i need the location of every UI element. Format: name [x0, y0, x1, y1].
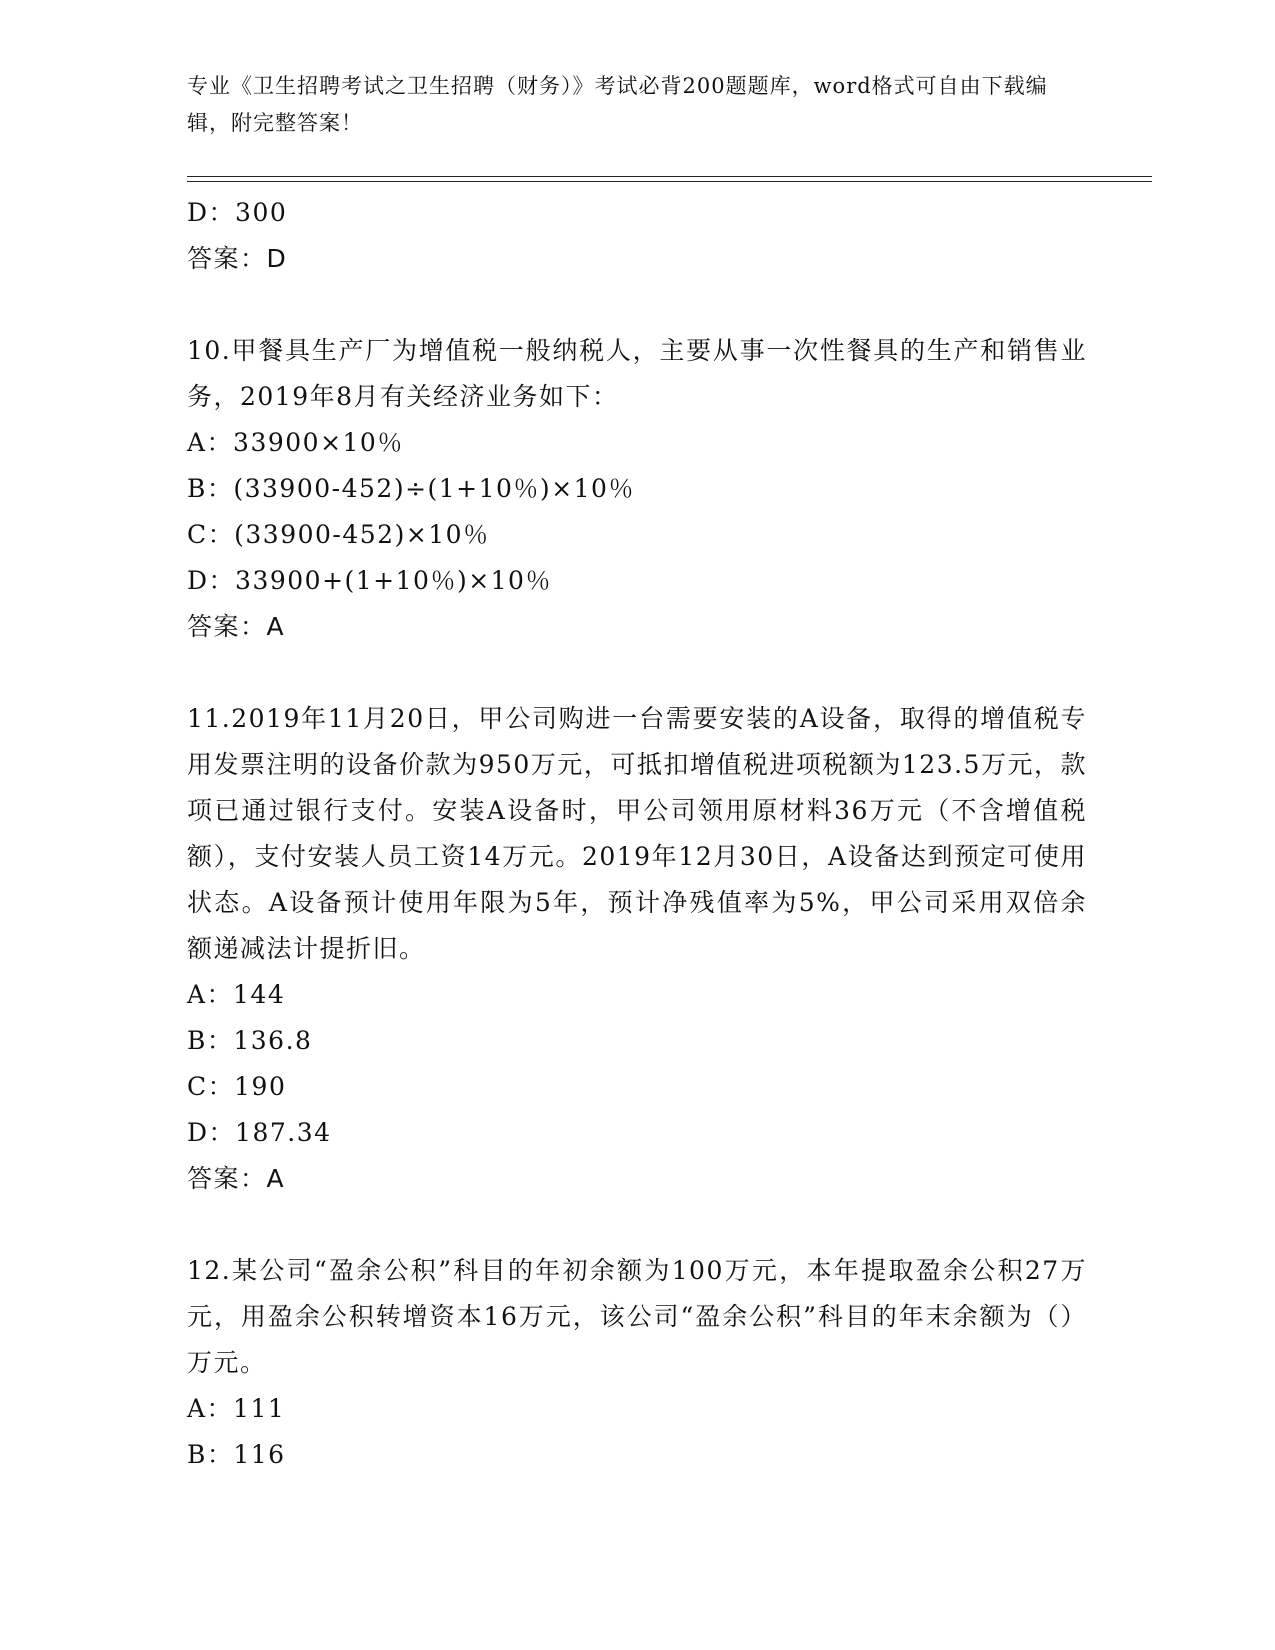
answer-line: 答案：D: [187, 244, 288, 273]
header-divider-bottom: [187, 181, 1152, 182]
header-title: 专业《卫生招聘考试之卫生招聘（财务）》考试必背200题题库，word格式可自由下载编辑，附完整答案！: [187, 74, 1048, 135]
option-d: D：300: [187, 198, 288, 227]
prev-question-tail: [187, 190, 1087, 282]
answer-line: 答案：A: [187, 1164, 286, 1193]
question-stem: 11.2019年11月20日，甲公司购进一台需要安装的A设备，取得的增值税专用发票注明的设备价款为950万元，可抵扣增值税进项税额为123.5万元，款项已通过银行支付。安装A设备时，甲公司领用原材料36万元（不含增值税额），支付安装人员工资14万元。2019年12月30日，A设备达到预定可使用状态。A设备预计使用年限为5年，预计净残值率为5%，甲公司采用双倍余额递减法计提折旧。: [187, 704, 1087, 963]
option-d: D：187.34: [187, 1118, 332, 1147]
question-11: [187, 696, 1087, 1202]
spacer: [187, 282, 1087, 328]
question-stem: 12.某公司“盈余公积”科目的年初余额为100万元，本年提取盈余公积27万元，用盈余公积转增资本16万元，该公司“盈余公积”科目的年末余额为（）万元。: [187, 1256, 1087, 1377]
spacer: [187, 1202, 1087, 1248]
option-b: B：136.8: [187, 1026, 313, 1055]
option-a: A：111: [187, 1394, 286, 1423]
document-body: [187, 190, 1087, 1478]
answer-line: 答案：A: [187, 612, 286, 641]
option-a: A：144: [187, 980, 286, 1009]
option-d: D：33900+(1+10％)×10％: [187, 566, 552, 595]
option-a: A：33900×10％: [187, 428, 404, 457]
option-c: C：(33900-452)×10％: [187, 520, 490, 549]
document-header: [187, 68, 1067, 142]
header-divider-top: [187, 176, 1152, 177]
spacer: [187, 650, 1087, 696]
option-b: B：(33900-452)÷(1+10％)×10％: [187, 474, 635, 503]
question-10: [187, 328, 1087, 650]
option-b: B：116: [187, 1440, 286, 1469]
question-stem: 10.甲餐具生产厂为增值税一般纳税人，主要从事一次性餐具的生产和销售业务，2019年8月有关经济业务如下：: [187, 336, 1087, 411]
option-c: C：190: [187, 1072, 287, 1101]
question-12: [187, 1248, 1087, 1478]
